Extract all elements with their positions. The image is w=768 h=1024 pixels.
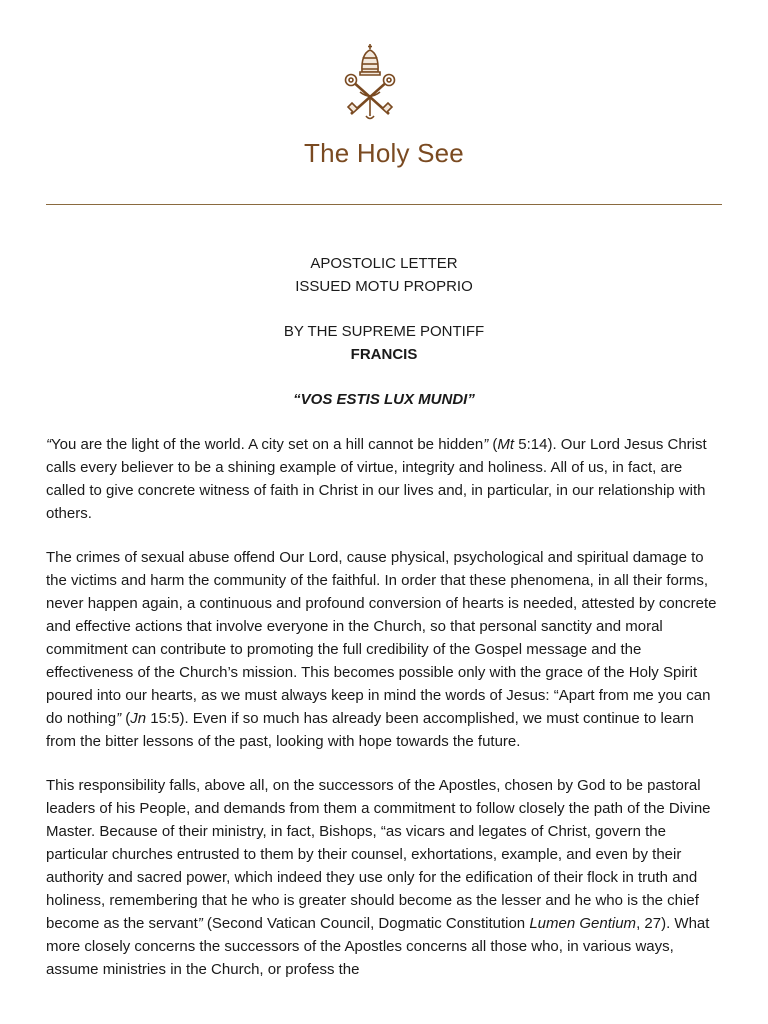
paragraph-text: This responsibility falls, above all, on the successors of the Apostles, chosen by God to be pastoral leaders of his People, and demands from them a commitment to follow closely the path of the Divine Master. Because of their ministry, in fact, Bishops, “as vicars and legates of Christ, govern the particular churches entrusted to them by their counsel, exhortations, example, and even by their authority and sacred power, which indeed they use only for the edification of their flock in truth and holiness, remembering that he who is greater should become as the lesser and he who is the chief become as the servant <box>46 777 711 932</box>
paragraph-2 <box>46 546 722 753</box>
document-body <box>46 252 722 1002</box>
letter-title: “VOS ESTIS LUX MUNDI” <box>293 391 475 408</box>
author-line: BY THE SUPREME PONTIFF <box>283 323 485 340</box>
paragraph-text: The crimes of sexual abuse offend Our Lord, cause physical, psychological and spiritual damage to the victims and harm the community of the faithful. In order that these phenomena, in all their forms, never happen again, a continuous and profound conversion of hearts is needed, attested by concrete and effective actions that involve everyone in the Church, so that personal sanctity and moral commitment can contribute to promoting the full credibility of the Gospel message and the effectiveness of the Church’s mission. This becomes possible only with the grace of the Holy Spirit poured into our hearts, as we must always keep in mind the words of Jesus: “Apart from me you can do nothing <box>46 549 717 727</box>
ref-book: Jn <box>130 710 147 727</box>
heading-line-2: ISSUED MOTU PROPRIO <box>295 278 473 295</box>
paragraph-text: (Second Vatican Council, Dogmatic Constitution <box>202 915 530 932</box>
ref-open: ( <box>488 436 498 453</box>
site-header <box>0 0 768 210</box>
header-divider <box>46 204 722 205</box>
quote-mark: ” <box>197 915 203 932</box>
ref-book: Mt <box>497 436 515 453</box>
paragraph-text: 15:5). Even if so much has already been accomplished, we must continue to learn from the bitter lessons of the past, looking with hope towards the future. <box>46 710 694 750</box>
site-title[interactable]: The Holy See <box>304 138 464 168</box>
paragraph-text: , 27). What more closely concerns the successors of the Apostles concerns all those who, in various ways, assume ministries in the Church, or profess the <box>46 915 710 978</box>
quote-mark: ” <box>483 436 489 453</box>
paragraph-3 <box>46 774 722 981</box>
paragraph-1 <box>46 433 722 525</box>
heading-line-1: APOSTOLIC LETTER <box>310 255 458 272</box>
paragraph-text: 5:14). Our Lord Jesus Christ calls every believer to be a shining example of virtue, integrity and holiness. All of us, in fact, are called to give concrete witness of faith in Christ in our lives and, in particular, in our relationship with others. <box>46 436 707 522</box>
papal-keys-tiara-icon[interactable] <box>342 42 398 122</box>
ref-open: ( <box>121 710 131 727</box>
quote-text: You are the light of the world. A city set on a hill cannot be hidden <box>51 436 484 453</box>
quote-mark: ” <box>116 710 122 727</box>
author-name: FRANCIS <box>350 346 418 363</box>
ref-title: Lumen Gentium <box>529 915 637 932</box>
quote-mark: “ <box>46 436 51 453</box>
